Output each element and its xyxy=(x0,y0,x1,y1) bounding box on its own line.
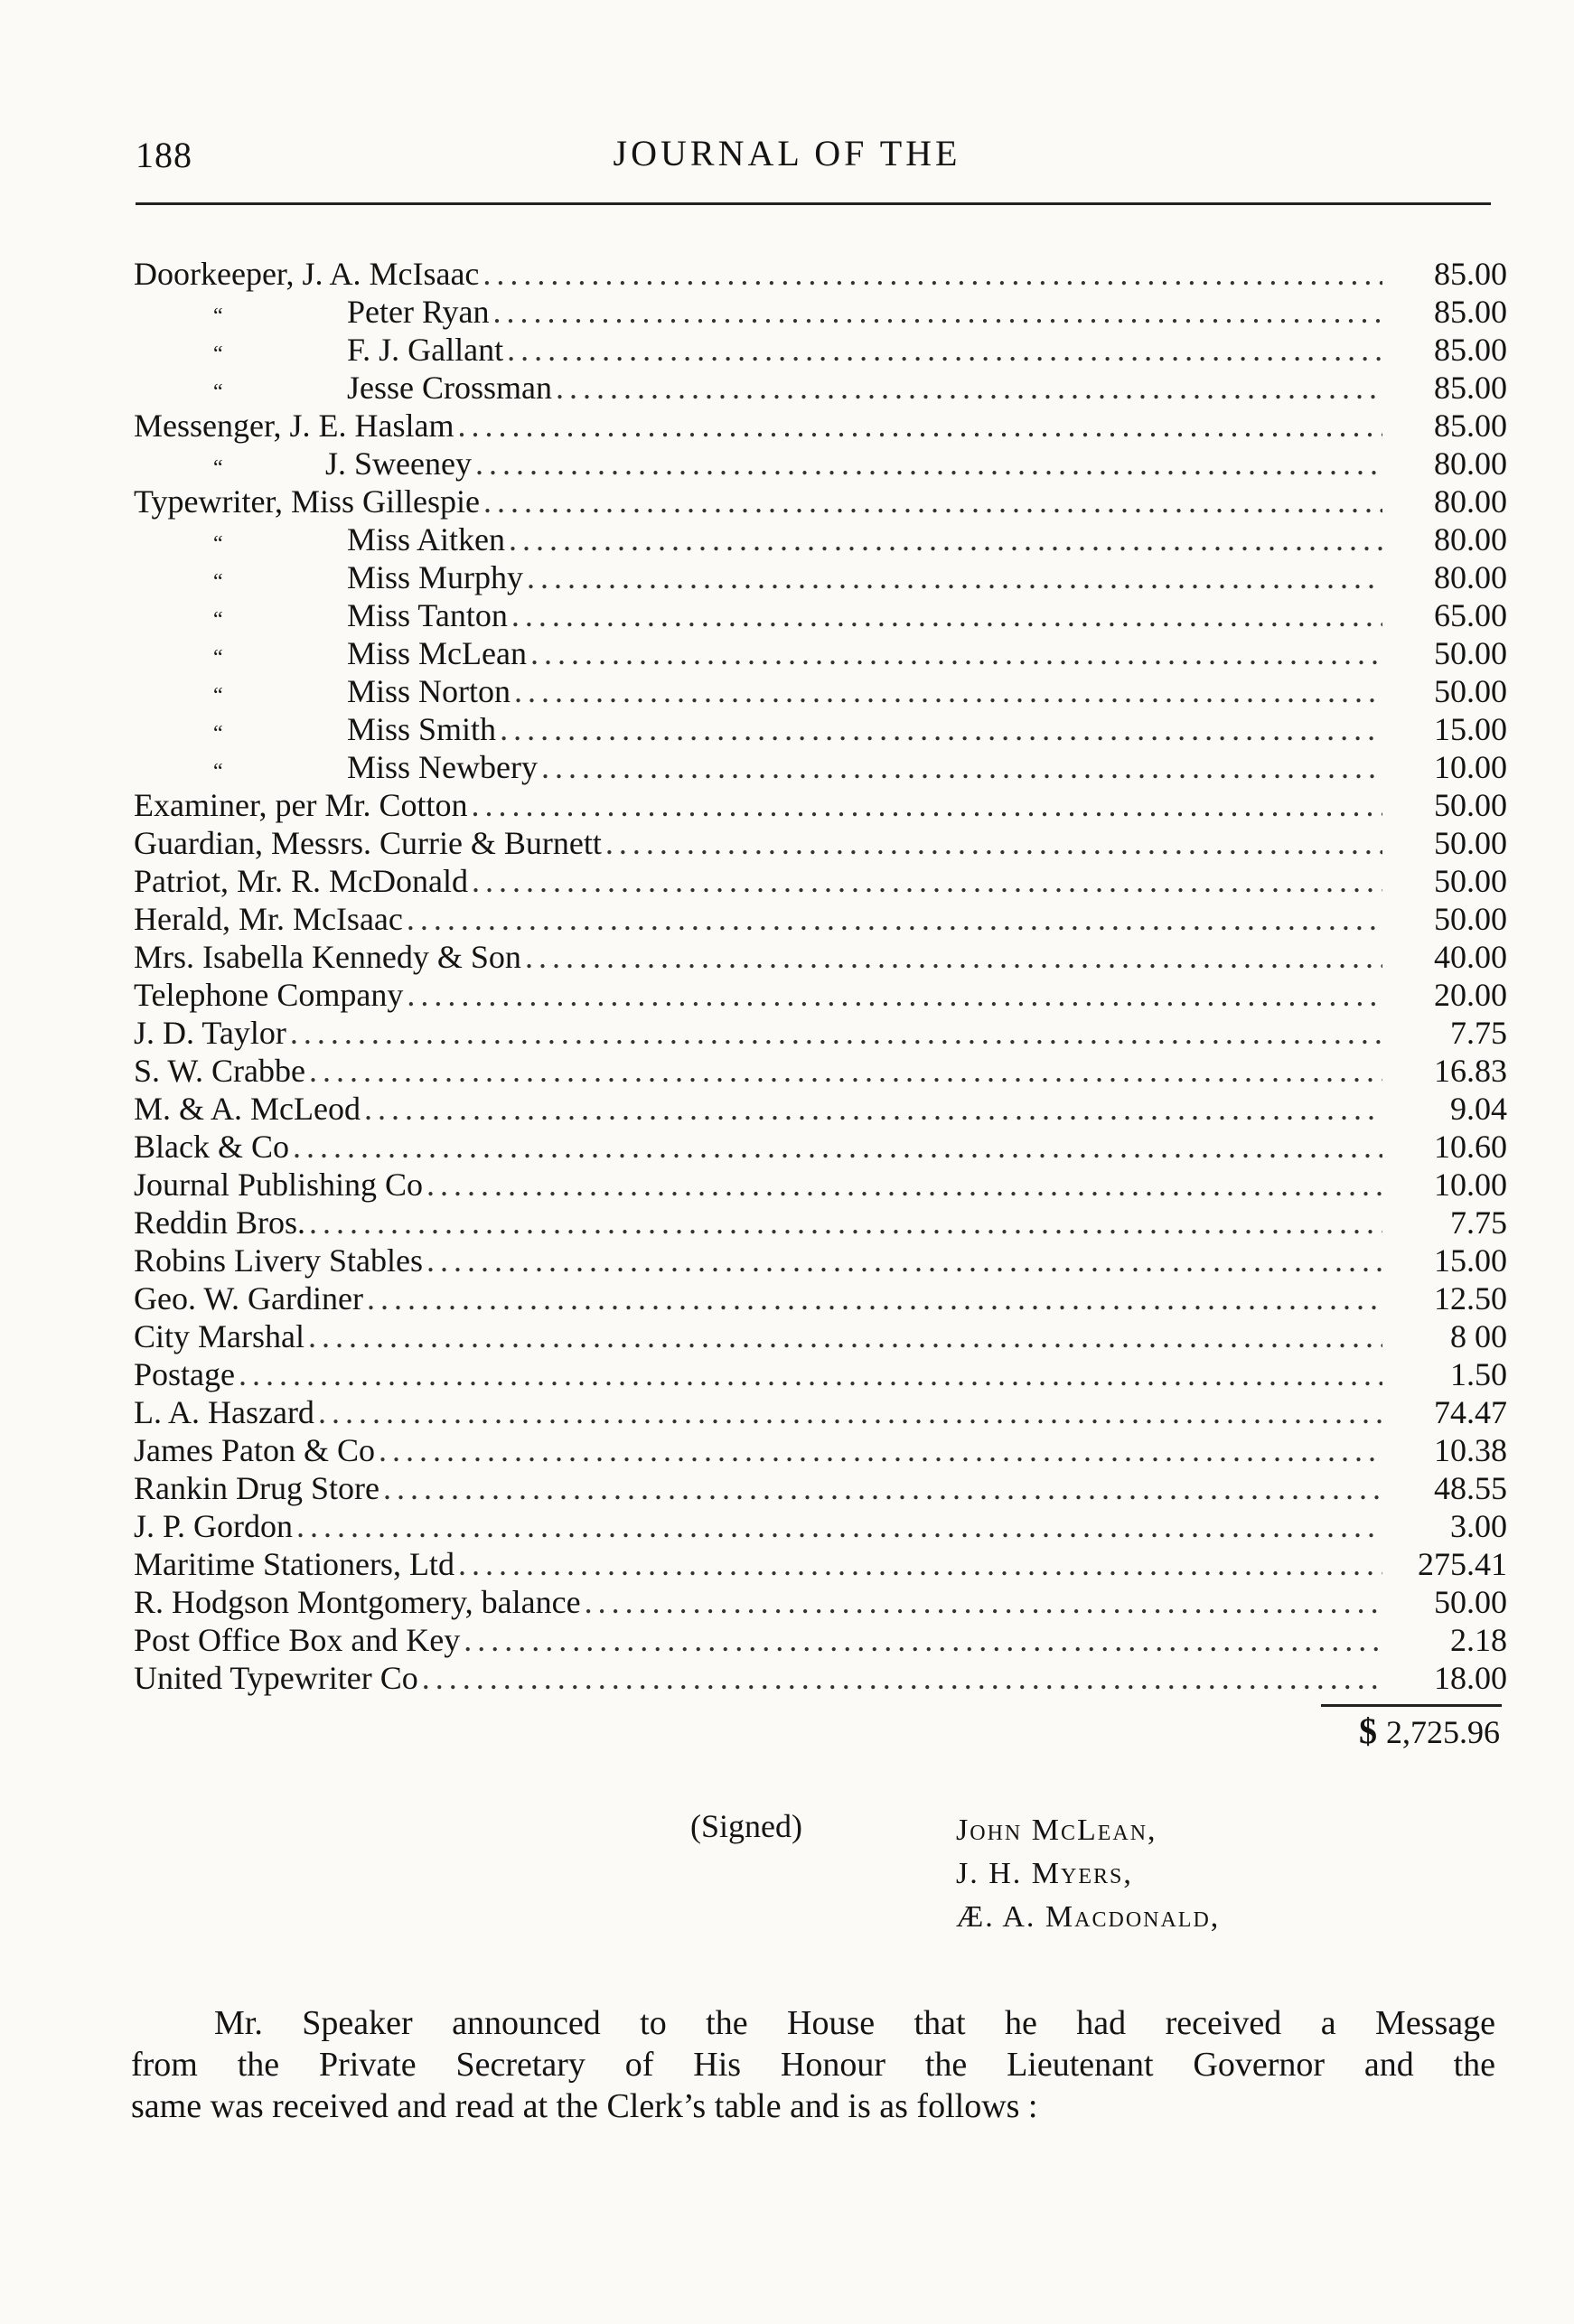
signatory-name: J. H. Myers, xyxy=(956,1857,1133,1890)
ledger-row-payee: Miss Smith xyxy=(347,711,497,747)
dot-leader xyxy=(514,672,1382,710)
ledger-row-role: Doorkeeper, xyxy=(134,256,295,292)
ledger-row-amount: 275.41 xyxy=(1418,1546,1507,1582)
dot-leader xyxy=(239,1355,1382,1393)
ditto-mark: “ xyxy=(213,760,223,783)
ledger-row-amount: 80.00 xyxy=(1434,521,1507,558)
ledger-row-payee: R. Hodgson Montgomery, balance xyxy=(134,1584,581,1620)
ledger-row xyxy=(134,672,1507,710)
ledger-row xyxy=(134,369,1507,407)
ledger-row-payee: Peter Ryan xyxy=(347,294,490,330)
dot-leader xyxy=(483,255,1382,293)
dot-leader xyxy=(556,369,1382,407)
ledger-row-label xyxy=(134,786,468,824)
ledger-row xyxy=(134,1393,1507,1431)
ledger-row-payee: Mrs. Isabella Kennedy & Son xyxy=(134,939,521,975)
ledger-row-amount: 50.00 xyxy=(1434,1584,1507,1620)
ledger-row-label xyxy=(134,1279,363,1317)
ledger-row-label xyxy=(134,672,511,715)
dot-leader xyxy=(605,824,1382,862)
ledger-row-payee: Postage xyxy=(134,1356,235,1392)
ledger-row xyxy=(134,293,1507,331)
ledger-row-label xyxy=(134,1355,235,1393)
ledger-row-label xyxy=(134,634,527,677)
ledger-row-label xyxy=(134,1014,286,1052)
ledger-row-payee: Miss Aitken xyxy=(347,521,506,558)
dot-leader xyxy=(511,596,1382,634)
ledger-row xyxy=(134,1507,1507,1545)
total-currency: $ xyxy=(1359,1710,1377,1751)
dot-leader xyxy=(407,900,1382,938)
ditto-mark: “ xyxy=(213,380,223,404)
ledger-row-payee: J. P. Gordon xyxy=(134,1508,294,1544)
ledger-row-payee: Robins Livery Stables xyxy=(134,1242,423,1279)
dot-leader xyxy=(541,748,1382,786)
ledger-row xyxy=(134,558,1507,596)
dot-leader xyxy=(457,407,1382,445)
ledger-row-payee: Telephone Company xyxy=(134,977,404,1013)
ledger-row xyxy=(134,634,1507,672)
ledger-row-amount: 15.00 xyxy=(1434,711,1507,747)
ledger-row-payee: Patriot, Mr. R. McDonald xyxy=(134,863,468,899)
ledger-row-amount: 10.00 xyxy=(1434,1167,1507,1203)
ledger-row-amount: 40.00 xyxy=(1434,939,1507,975)
ledger-row-amount: 48.55 xyxy=(1434,1470,1507,1506)
ledger-row-payee: J. Sweeney xyxy=(325,445,472,482)
ledger-row xyxy=(134,520,1507,558)
ledger-row-amount: 8 00 xyxy=(1450,1318,1507,1354)
running-head: JOURNAL OF THE xyxy=(613,133,961,173)
ledger-row-amount: 85.00 xyxy=(1434,370,1507,406)
dot-leader xyxy=(507,331,1382,369)
total-rule xyxy=(1321,1704,1502,1707)
ledger-row xyxy=(134,824,1507,862)
dot-leader xyxy=(309,1052,1382,1090)
ledger-row xyxy=(134,748,1507,786)
ledger-row-label xyxy=(134,255,479,293)
ledger-row-label xyxy=(134,1317,304,1355)
ledger-row-amount: 3.00 xyxy=(1450,1508,1507,1544)
dot-leader xyxy=(483,483,1382,520)
ledger-row xyxy=(134,1242,1507,1279)
dot-leader xyxy=(379,1431,1382,1469)
dot-leader xyxy=(364,1090,1382,1128)
ledger-row-label xyxy=(134,938,521,976)
ledger-row-label xyxy=(134,1393,314,1431)
dot-leader xyxy=(475,445,1382,483)
ledger-row-label xyxy=(134,1469,379,1507)
ledger-row-amount: 85.00 xyxy=(1434,332,1507,368)
ledger-row-amount: 18.00 xyxy=(1434,1660,1507,1696)
ditto-mark: “ xyxy=(213,684,223,708)
ledger-row-label xyxy=(134,1166,423,1204)
ledger-row-payee: Jesse Crossman xyxy=(347,370,552,406)
ledger-row-label xyxy=(134,445,472,487)
dot-leader xyxy=(426,1242,1382,1279)
ledger-row-label xyxy=(134,748,538,791)
ledger-row-amount: 10.00 xyxy=(1434,749,1507,785)
ledger-row-label xyxy=(134,976,403,1014)
ledger-row-label xyxy=(134,596,508,639)
header-rule xyxy=(136,202,1491,205)
ledger-row-label xyxy=(134,293,490,335)
ledger-row-payee: Miss Newbery xyxy=(347,749,538,785)
ledger-row-amount: 80.00 xyxy=(1434,483,1507,520)
ledger-row xyxy=(134,255,1507,293)
ledger-row xyxy=(134,331,1507,369)
paragraph-line: Mr. Speaker announced to the House that he had received a Message xyxy=(214,2004,1495,2042)
ledger-row-payee: Black & Co xyxy=(134,1129,289,1165)
ledger-row-label xyxy=(134,1204,305,1242)
dot-leader xyxy=(527,558,1382,596)
expense-ledger xyxy=(134,255,1507,1697)
ledger-row-label xyxy=(134,1242,423,1279)
ledger-row-amount: 50.00 xyxy=(1434,825,1507,861)
ledger-row xyxy=(134,786,1507,824)
dot-leader xyxy=(367,1279,1382,1317)
ledger-row xyxy=(134,596,1507,634)
ledger-row-label xyxy=(134,483,480,520)
ledger-row-amount: 74.47 xyxy=(1434,1394,1507,1430)
dot-leader xyxy=(472,862,1382,900)
ledger-row-payee: Miss Murphy xyxy=(347,559,524,595)
ledger-row-payee: S. W. Crabbe xyxy=(134,1053,306,1089)
ledger-row-amount: 85.00 xyxy=(1434,408,1507,444)
dot-leader xyxy=(493,293,1382,331)
page-number: 188 xyxy=(136,135,192,175)
ledger-row-payee: Post Office Box and Key xyxy=(134,1622,461,1658)
ledger-row-amount: 2.18 xyxy=(1450,1622,1507,1658)
ledger-row-label xyxy=(134,369,552,411)
ditto-mark: “ xyxy=(213,342,223,366)
ledger-row xyxy=(134,938,1507,976)
ledger-row xyxy=(134,445,1507,483)
ledger-row-label xyxy=(134,1431,375,1469)
ledger-row-label xyxy=(134,1583,581,1621)
ledger-row xyxy=(134,710,1507,748)
dot-leader xyxy=(472,786,1383,824)
ledger-row-label xyxy=(134,824,602,862)
ditto-mark: “ xyxy=(213,608,223,632)
ledger-row-amount: 7.75 xyxy=(1450,1015,1507,1051)
ledger-row-payee: L. A. Haszard xyxy=(134,1394,314,1430)
ledger-row xyxy=(134,1355,1507,1393)
dot-leader xyxy=(309,1204,1382,1242)
ledger-row-label xyxy=(134,407,454,445)
ledger-row-payee: Guardian, Messrs. Currie & Burnett xyxy=(134,825,602,861)
ledger-row-label xyxy=(134,1507,293,1545)
ledger-row-amount: 85.00 xyxy=(1434,294,1507,330)
ledger-row-payee: Examiner, per Mr. Cotton xyxy=(134,787,468,823)
ditto-mark: “ xyxy=(213,532,223,556)
ditto-mark: “ xyxy=(213,456,223,480)
ledger-row xyxy=(134,1659,1507,1697)
ledger-row-amount: 7.75 xyxy=(1450,1204,1507,1241)
signed-label: (Signed) xyxy=(690,1808,802,1844)
dot-leader xyxy=(422,1659,1382,1697)
signatory-name: John McLean, xyxy=(956,1813,1157,1847)
ledger-row xyxy=(134,1090,1507,1128)
ledger-row-amount: 50.00 xyxy=(1434,863,1507,899)
ledger-row xyxy=(134,1052,1507,1090)
ledger-row-payee: J. E. Haslam xyxy=(289,408,454,444)
signature-block xyxy=(956,1809,1220,1939)
paragraph-line: from the Private Secretary of His Honour the Lieutenant Governor and the xyxy=(131,2046,1495,2084)
ledger-row-amount: 15.00 xyxy=(1434,1242,1507,1279)
dot-leader xyxy=(308,1317,1382,1355)
ledger-row-label xyxy=(134,1052,305,1090)
ledger-row-label xyxy=(134,1545,454,1583)
dot-leader xyxy=(509,520,1382,558)
ledger-row xyxy=(134,1621,1507,1659)
dot-leader xyxy=(407,976,1382,1014)
ledger-row-payee: James Paton & Co xyxy=(134,1432,375,1468)
ledger-row-payee: J. A. McIsaac xyxy=(302,256,480,292)
ledger-row xyxy=(134,1431,1507,1469)
ledger-row-amount: 65.00 xyxy=(1434,597,1507,633)
ledger-row-payee: Journal Publishing Co xyxy=(134,1167,424,1203)
announcement-paragraph xyxy=(131,2002,1495,2127)
ledger-row-payee: Rankin Drug Store xyxy=(134,1470,379,1506)
ledger-row-amount: 16.83 xyxy=(1434,1053,1507,1089)
total-amount: 2,725.96 xyxy=(1386,1714,1500,1750)
ledger-row-payee: Reddin Bros. xyxy=(134,1204,306,1241)
ledger-row-amount: 50.00 xyxy=(1434,635,1507,671)
ledger-row-amount: 80.00 xyxy=(1434,559,1507,595)
ledger-row-amount: 50.00 xyxy=(1434,787,1507,823)
dot-leader xyxy=(383,1469,1382,1507)
ledger-row xyxy=(134,900,1507,938)
ledger-row-role: Messenger, xyxy=(134,408,282,444)
ledger-row-role: Typewriter, xyxy=(134,483,283,520)
ledger-row-amount: 10.38 xyxy=(1434,1432,1507,1468)
ledger-row-label xyxy=(134,862,468,900)
ditto-mark: “ xyxy=(213,570,223,594)
ledger-row xyxy=(134,862,1507,900)
ledger-row xyxy=(134,1583,1507,1621)
ledger-row-label xyxy=(134,520,505,563)
ledger-row-label xyxy=(134,1621,460,1659)
ledger-row xyxy=(134,407,1507,445)
ledger-row xyxy=(134,1204,1507,1242)
ledger-row-payee: M. & A. McLeod xyxy=(134,1091,361,1127)
ledger-row-payee: United Typewriter Co xyxy=(134,1660,418,1696)
ledger-row-amount: 10.60 xyxy=(1434,1129,1507,1165)
ledger-row-payee: City Marshal xyxy=(134,1318,304,1354)
ledger-row-amount: 1.50 xyxy=(1450,1356,1507,1392)
ledger-row xyxy=(134,1545,1507,1583)
ledger-row-amount: 85.00 xyxy=(1434,256,1507,292)
ledger-row xyxy=(134,1166,1507,1204)
ledger-row xyxy=(134,1279,1507,1317)
ledger-row-payee: Herald, Mr. McIsaac xyxy=(134,901,403,937)
ledger-row-label xyxy=(134,558,523,601)
signatory-name: Æ. A. Macdonald, xyxy=(956,1900,1221,1934)
ledger-row xyxy=(134,483,1507,520)
ditto-mark: “ xyxy=(213,305,223,328)
ledger-row xyxy=(134,1317,1507,1355)
ledger-row-amount: 12.50 xyxy=(1434,1280,1507,1317)
paragraph-line: same was received and read at the Clerk’s table and is as follows : xyxy=(131,2087,1038,2125)
ledger-row-payee: Geo. W. Gardiner xyxy=(134,1280,363,1317)
ditto-mark: “ xyxy=(213,722,223,745)
dot-leader xyxy=(530,634,1382,672)
dot-leader xyxy=(500,710,1382,748)
dot-leader xyxy=(458,1545,1382,1583)
ledger-row-amount: 50.00 xyxy=(1434,673,1507,709)
ledger-row-payee: Miss Tanton xyxy=(347,597,508,633)
ledger-row-label xyxy=(134,900,403,938)
ledger-row-label xyxy=(134,710,496,753)
ledger-row xyxy=(134,976,1507,1014)
ledger-row-payee: J. D. Taylor xyxy=(134,1015,286,1051)
ledger-row-payee: Maritime Stationers, Ltd xyxy=(134,1546,454,1582)
ledger-total xyxy=(1310,1710,1500,1752)
ledger-row xyxy=(134,1014,1507,1052)
dot-leader xyxy=(426,1166,1382,1204)
ledger-row xyxy=(134,1469,1507,1507)
dot-leader xyxy=(318,1393,1382,1431)
dot-leader xyxy=(296,1507,1382,1545)
ledger-row-amount: 9.04 xyxy=(1450,1091,1507,1127)
dot-leader xyxy=(293,1128,1382,1166)
ledger-row-payee: Miss Norton xyxy=(347,673,511,709)
dot-leader xyxy=(464,1621,1382,1659)
ledger-row-amount: 80.00 xyxy=(1434,445,1507,482)
dot-leader xyxy=(525,938,1382,976)
dot-leader xyxy=(585,1583,1382,1621)
ledger-row-amount: 50.00 xyxy=(1434,901,1507,937)
ledger-row xyxy=(134,1128,1507,1166)
ledger-row-payee: F. J. Gallant xyxy=(347,332,504,368)
ledger-row-label xyxy=(134,331,503,373)
ledger-row-payee: Miss Gillespie xyxy=(290,483,480,520)
ledger-row-payee: Miss McLean xyxy=(347,635,527,671)
ledger-row-label xyxy=(134,1090,361,1128)
ledger-row-amount: 20.00 xyxy=(1434,977,1507,1013)
ledger-row-label xyxy=(134,1128,289,1166)
ditto-mark: “ xyxy=(213,646,223,670)
dot-leader xyxy=(290,1014,1382,1052)
ledger-row-label xyxy=(134,1659,418,1697)
